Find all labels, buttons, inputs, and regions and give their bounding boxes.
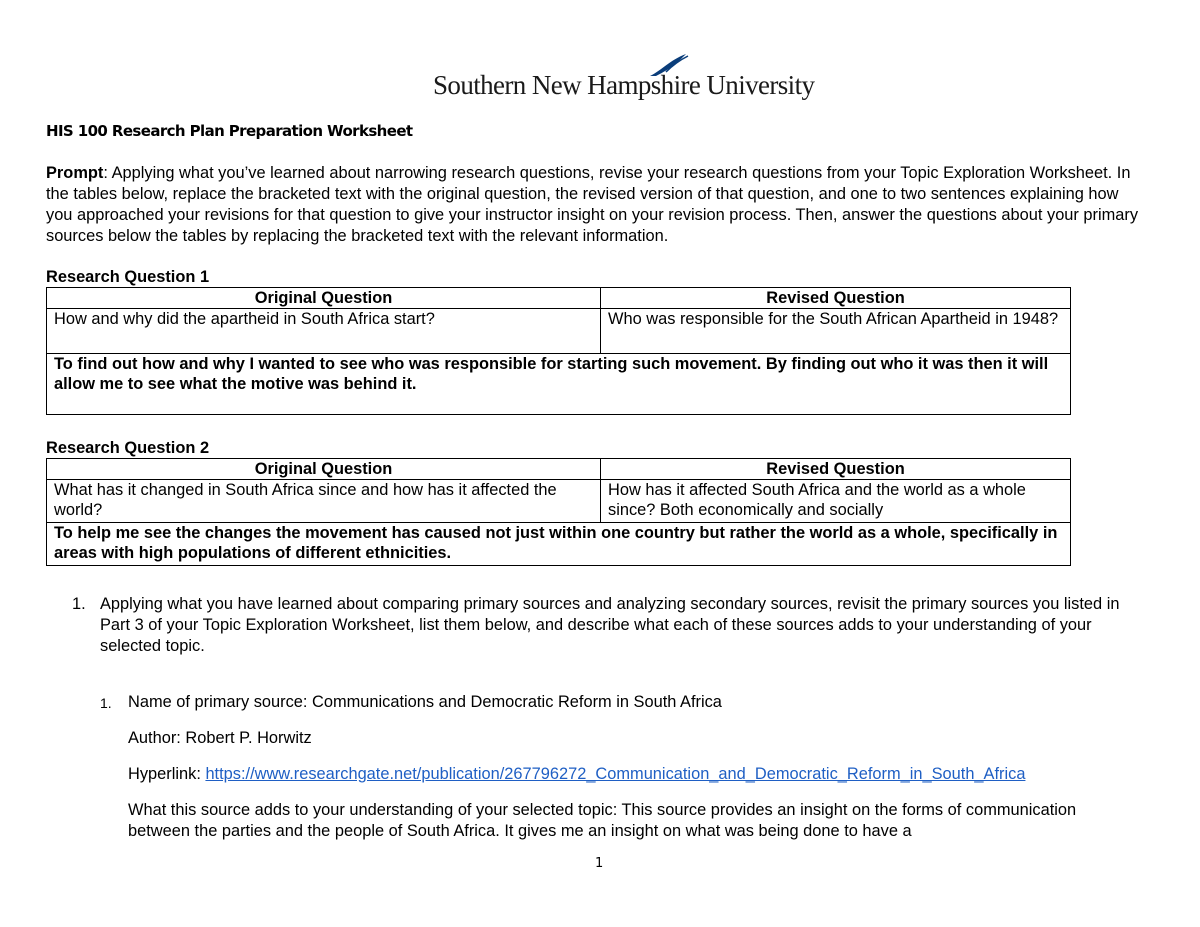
- revised-question-cell: Who was responsible for the South African Apartheid in 1948?: [601, 309, 1071, 354]
- university-logo: [433, 52, 815, 108]
- worksheet-title: HIS 100 Research Plan Preparation Worksheet: [46, 122, 413, 140]
- revised-question-cell: How has it affected South Africa and the world as a whole since? Both economically and socially: [601, 480, 1071, 523]
- source-hyperlink-line: [128, 764, 1025, 785]
- research-question-2-heading: Research Question 2: [46, 439, 210, 457]
- source-name: Name of primary source: Communications and Democratic Reform in South Africa: [128, 693, 722, 711]
- revision-explanation-cell: To find out how and why I wanted to see who was responsible for starting such movement. By finding out who it was then it will allow me to see what the motive was behind it.: [47, 354, 1071, 415]
- revised-question-header: Revised Question: [601, 288, 1071, 309]
- revision-explanation-cell: To help me see the changes the movement has caused not just within one country but rather the world as a whole, specifically in areas with high populations of different ethnicities.: [47, 523, 1071, 566]
- source-number: 1.: [100, 695, 112, 711]
- original-question-header: Original Question: [47, 459, 601, 480]
- source-hyperlink[interactable]: https://www.researchgate.net/publication/267796272_Communication_and_Democratic_Reform_in_South_Africa: [205, 765, 1026, 783]
- prompt-paragraph: [46, 163, 1146, 247]
- university-name: Southern New Hampshire University: [433, 70, 815, 100]
- original-question-cell: How and why did the apartheid in South Africa start?: [47, 309, 601, 354]
- quill-icon: [648, 52, 708, 78]
- source-adds-text: What this source adds to your understanding of your selected topic: This source provides an insight on the forms of communication between the parties and the people of South Africa. It gives me an insight on what was being done to have a: [128, 801, 1077, 840]
- revised-question-header: Revised Question: [601, 459, 1071, 480]
- research-question-1-heading: Research Question 1: [46, 268, 210, 286]
- research-question-2-table: [46, 458, 1071, 566]
- research-question-1-table: [46, 287, 1071, 415]
- source-author: Author: Robert P. Horwitz: [128, 729, 312, 747]
- list-text: Applying what you have learned about comparing primary sources and analyzing secondary sources, revisit the primary sources you listed in Part 3 of your Topic Exploration Worksheet, list them below, and describe what each of these sources adds to your understanding of your selected topic.: [100, 595, 1120, 655]
- list-item: [72, 594, 1142, 657]
- prompt-label: Prompt: [46, 164, 104, 182]
- page-number: 1: [595, 856, 604, 871]
- original-question-cell: What has it changed in South Africa since and how has it affected the world?: [47, 480, 601, 523]
- original-question-header: Original Question: [47, 288, 601, 309]
- hyperlink-label: Hyperlink:: [128, 765, 206, 783]
- prompt-text: : Applying what you’ve learned about narrowing research questions, revise your research questions from your Topic Exploration Worksheet. In the tables below, replace the bracketed text with the original question, the revised version of that question, and one to two sentences explaining how you approached your revisions for that question to give your instructor insight on your revision process. Then, answer the questions about your primary sources below the tables by replacing the bracketed text with the relevant information.: [46, 164, 1139, 245]
- list-number: 1.: [72, 595, 86, 613]
